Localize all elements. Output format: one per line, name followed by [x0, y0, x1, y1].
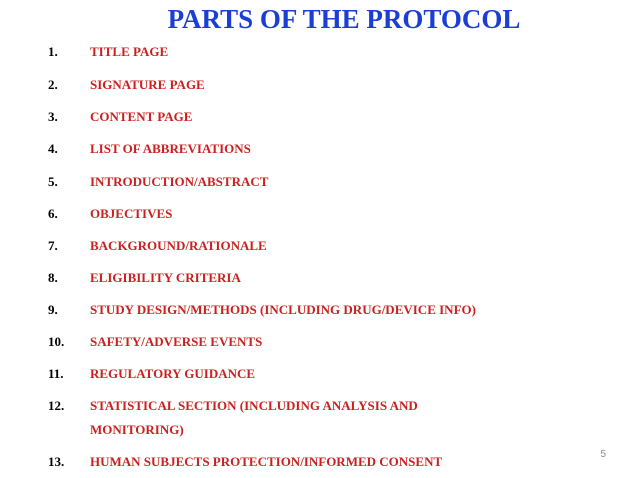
item-label: TITLE PAGE	[90, 44, 169, 59]
list-item-human-subjects	[0, 452, 638, 472]
list-item-abbreviations	[0, 139, 638, 159]
item-number: 9.	[48, 302, 58, 317]
item-number: 7.	[48, 238, 58, 253]
item-label: CONTENT PAGE	[90, 109, 193, 124]
item-number: 8.	[48, 270, 58, 285]
item-number: 12.	[48, 398, 65, 413]
list-item-study-design	[0, 300, 638, 320]
list-item-title-page	[0, 42, 638, 62]
item-number: 5.	[48, 174, 58, 189]
item-number: 11.	[48, 366, 64, 381]
list-item-statistical	[0, 396, 638, 440]
item-label: REGULATORY GUIDANCE	[90, 366, 256, 381]
item-label: LIST OF ABBREVIATIONS	[90, 141, 251, 156]
item-label: STUDY DESIGN/METHODS (INCLUDING DRUG/DEVICE INFO)	[90, 302, 476, 317]
item-label: OBJECTIVES	[90, 206, 173, 221]
list-item-regulatory	[0, 364, 638, 384]
item-number: 2.	[48, 77, 58, 92]
item-number: 3.	[48, 109, 58, 124]
item-number: 1.	[48, 44, 58, 59]
list-item-eligibility	[0, 268, 638, 288]
item-label: ELIGIBILITY CRITERIA	[90, 270, 241, 285]
item-label: HUMAN SUBJECTS PROTECTION/INFORMED CONSENT	[90, 454, 443, 469]
item-number: 4.	[48, 141, 58, 156]
item-label: BACKGROUND/RATIONALE	[90, 238, 267, 253]
item-label: SIGNATURE PAGE	[90, 77, 205, 92]
page-number: 5	[600, 449, 606, 460]
list-item-signature-page	[0, 75, 638, 95]
list-item-safety	[0, 332, 638, 352]
list-item-objectives	[0, 204, 638, 224]
item-label: INTRODUCTION/ABSTRACT	[90, 174, 269, 189]
item-number: 10.	[48, 334, 65, 349]
item-label-continued: MONITORING)	[90, 422, 184, 437]
item-label: SAFETY/ADVERSE EVENTS	[90, 334, 263, 349]
list-item-background	[0, 236, 638, 256]
item-number: 13.	[48, 454, 65, 469]
slide-title: PARTS OF THE PROTOCOL	[167, 4, 521, 34]
list-item-introduction	[0, 172, 638, 192]
list-item-content-page	[0, 107, 638, 127]
item-label: STATISTICAL SECTION (INCLUDING ANALYSIS AND	[90, 398, 418, 413]
item-number: 6.	[48, 206, 58, 221]
